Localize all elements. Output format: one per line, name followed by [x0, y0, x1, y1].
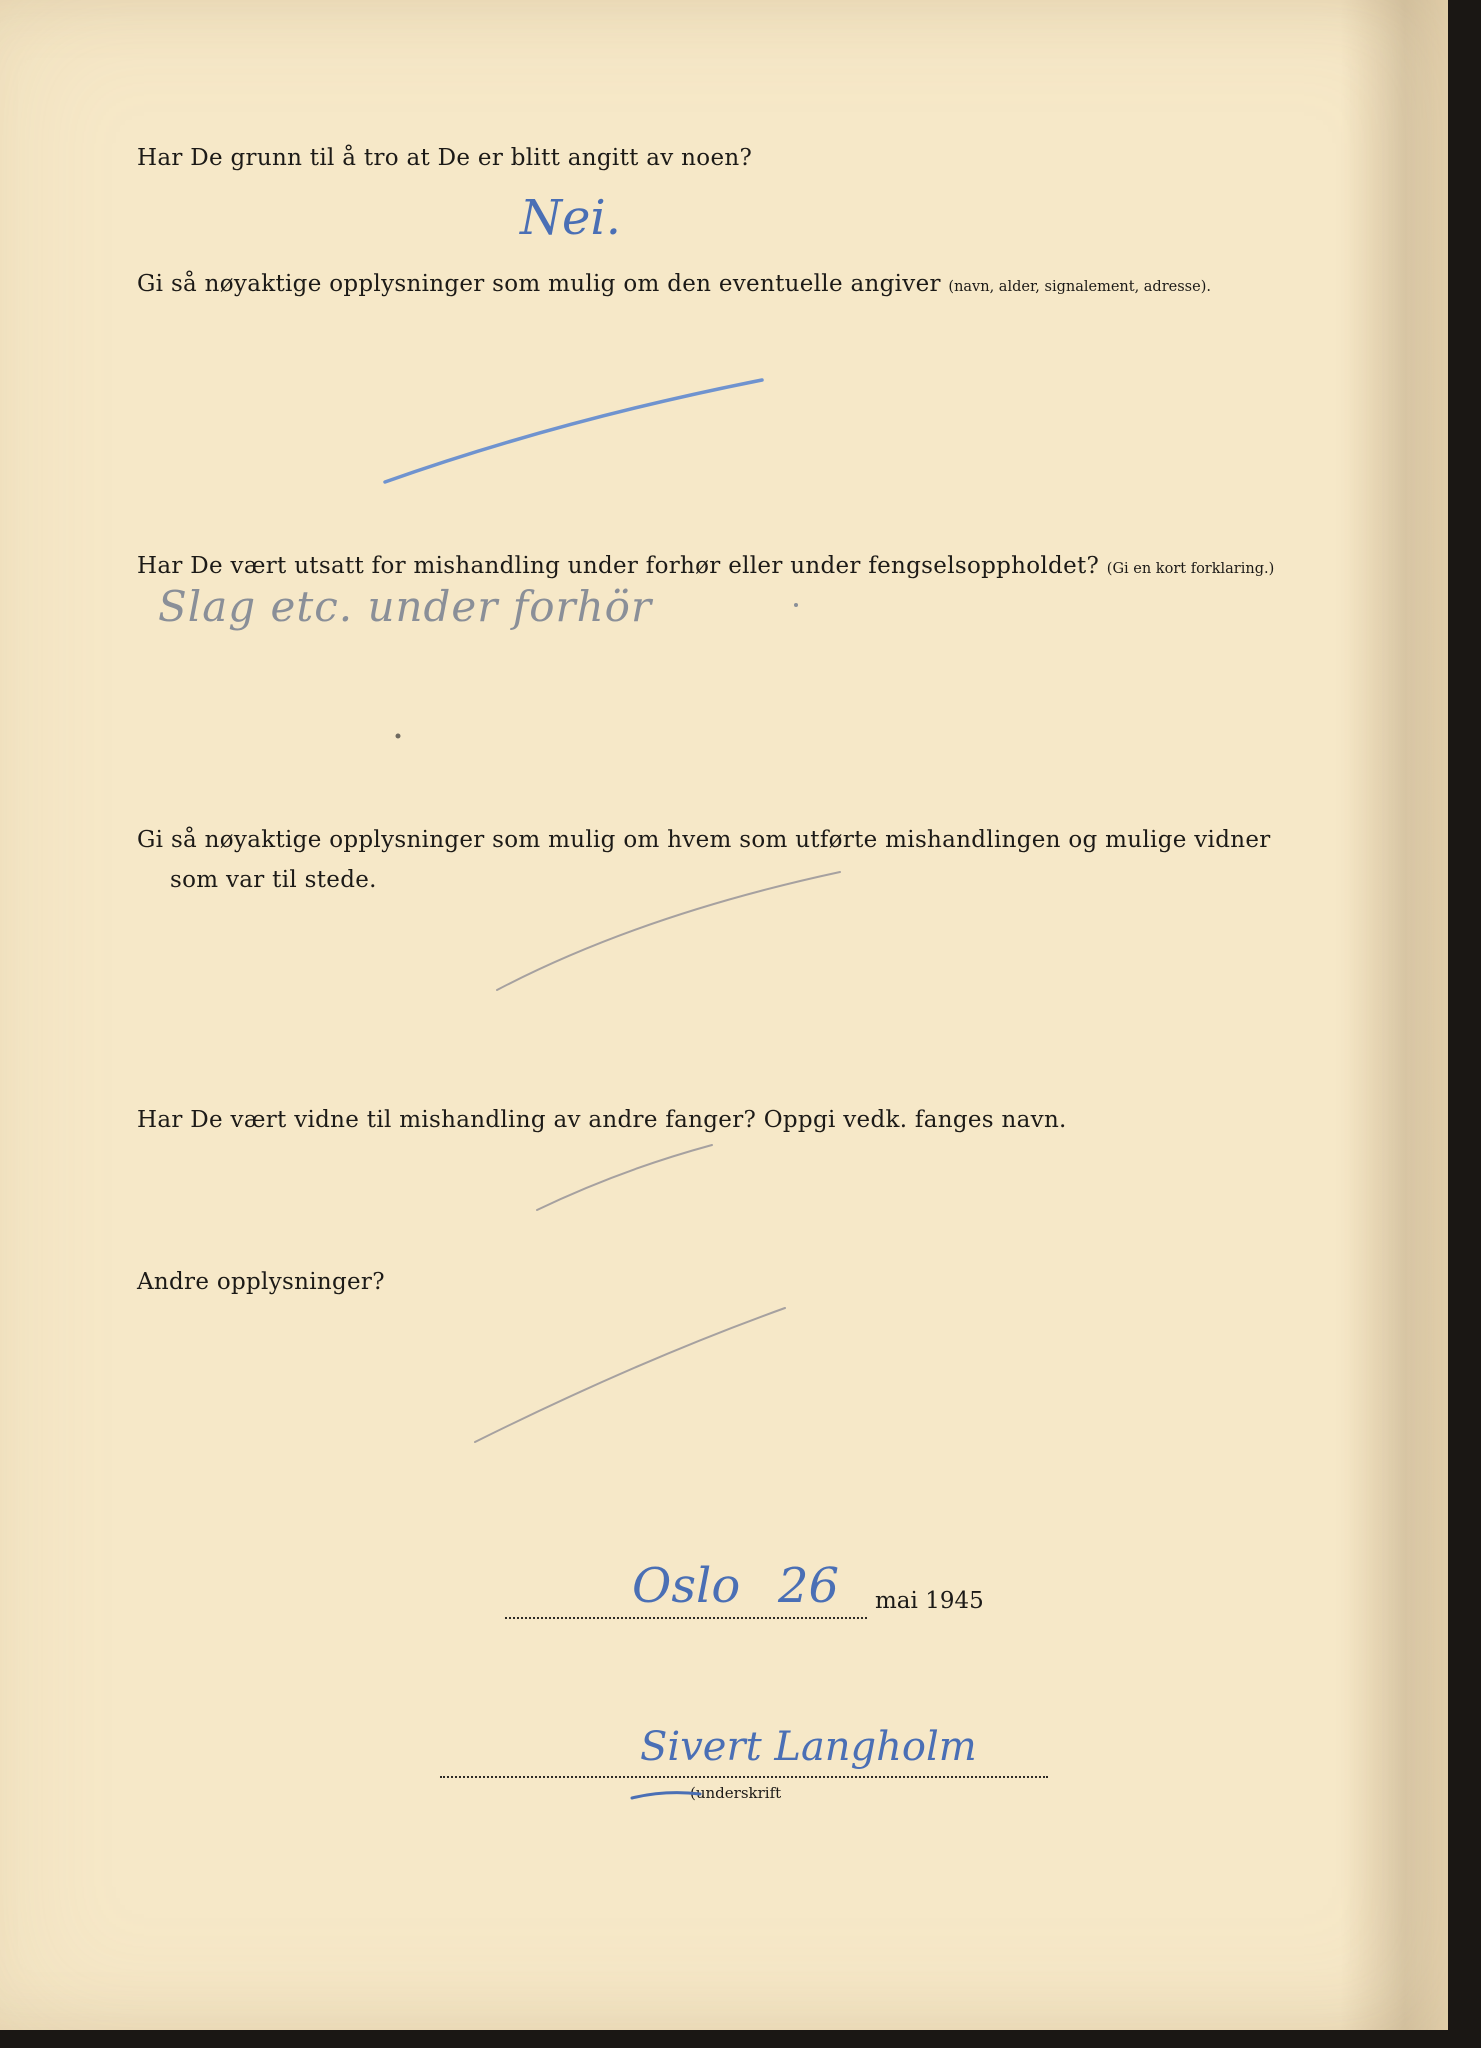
pencil-dot: [794, 603, 798, 607]
question-informer-text: Gi så nøyaktige opplysninger som mulig om den eventuelle angiver: [137, 271, 941, 297]
signature: Sivert Langholm: [640, 1724, 977, 1770]
signature-label: (underskrift: [690, 1784, 782, 1802]
strike-line-perpetrators: [497, 872, 840, 990]
answer-denounced: Nei.: [520, 190, 622, 246]
question-mistreatment-note: (Gi en kort forklaring.): [1106, 561, 1275, 577]
answer-mistreatment: Slag etc. under forhör: [158, 582, 653, 631]
date-day: 26: [778, 1558, 840, 1614]
question-informer-note: (navn, alder, signalement, adresse).: [948, 279, 1211, 295]
question-witness-text: Har De vært vidne til mishandling av andre fanger? Oppgi vedk. fanges navn.: [137, 1107, 1067, 1133]
strike-line-informer: [385, 380, 762, 482]
date-place: Oslo: [632, 1558, 741, 1614]
ink-speck: [396, 734, 401, 739]
question-mistreatment-text: Har De vært utsatt for mishandling under forhør eller under fengselsoppholdet?: [137, 553, 1100, 579]
strike-line-witness: [537, 1145, 712, 1210]
question-perpetrators-line2: som var til stede.: [170, 867, 377, 893]
question-other-info-text: Andre opplysninger?: [137, 1269, 385, 1295]
question-perpetrators-line1: Gi så nøyaktige opplysninger som mulig om hvem som utførte mishandlingen og mulige vidner: [137, 827, 1271, 853]
question-denounced-text: Har De grunn til å tro at De er blitt angitt av noen?: [137, 145, 753, 171]
date-month-year: mai 1945: [875, 1588, 984, 1614]
strike-line-other-info: [475, 1308, 785, 1442]
signature-underline: [632, 1793, 700, 1798]
